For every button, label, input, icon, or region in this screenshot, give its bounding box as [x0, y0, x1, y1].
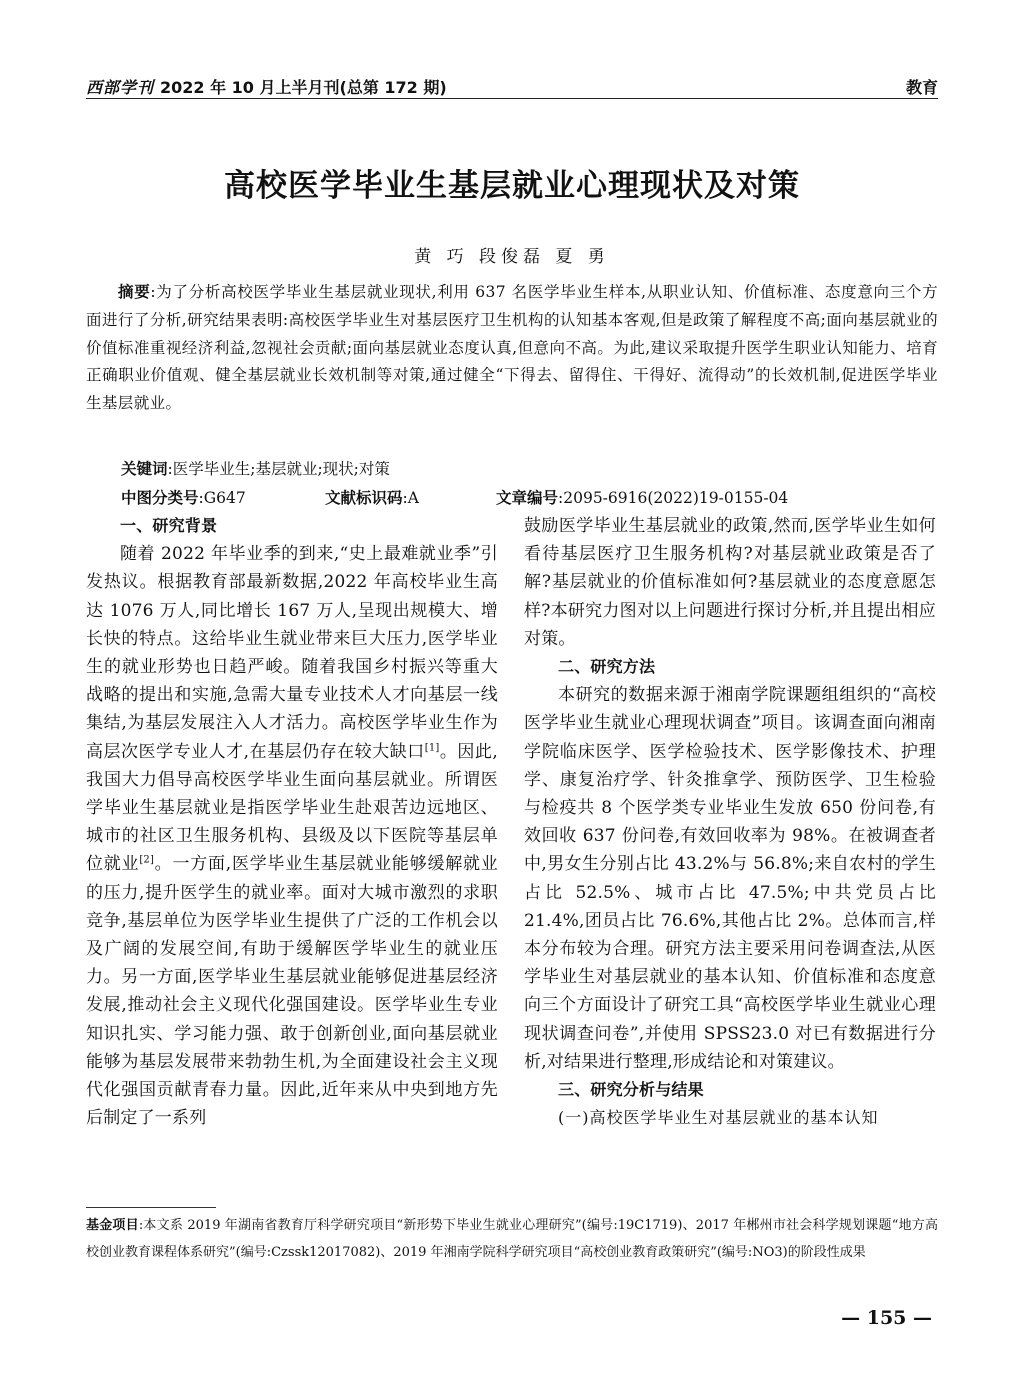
document-code	[325, 486, 419, 508]
journal-name: 西部学刊	[86, 78, 155, 97]
citation-ref: [2]	[139, 854, 155, 866]
paper-title: 高校医学毕业生基层就业心理现状及对策	[224, 168, 800, 204]
authors: 黄 巧 段俊磊 夏 勇	[414, 247, 610, 267]
paragraph-continued: 鼓励医学毕业生基层就业的政策,然而,医学毕业生如何看待基层医疗卫生服务机构?对基层就业政策是否了解?基层就业的价值标准如何?基层就业的态度意愿怎样?本研究力图对以上问题进行探讨分析,并且提出相应对策。	[524, 516, 936, 649]
clc-value: :G647	[198, 489, 246, 507]
right-column	[524, 512, 936, 1132]
issue-info: 2022 年 10 月上半月刊(总第 172 期)	[160, 78, 447, 97]
clc-number	[121, 486, 246, 508]
section-name: 教育	[905, 78, 938, 97]
subsection-heading: (一)高校医学毕业生对基层就业的基本认知	[558, 1108, 879, 1128]
footnote-rule	[86, 1207, 216, 1208]
article-no-label: 文章编号	[496, 489, 559, 507]
running-header	[86, 73, 938, 99]
article-no-value: :2095-6916(2022)19-0155-04	[558, 489, 789, 507]
citation-ref: [1]	[424, 741, 440, 753]
paragraph-method: 本研究的数据来源于湘南学院课题组组织的“高校医学毕业生就业心理现状调查”项目。该调查面向湘南学院临床医学、医学检验技术、医学影像技术、护理学、康复治疗学、针灸推拿学、预防医学、卫生检验与检疫共 8 个医学类专业毕业生发放 650 份问卷,有效回收 637 份问卷,有效回收率为 98%。在被调查者中,男女生分别占比 43.2%与 56.8%;来自农村的学生占比 52.5%、城市占比 47.5%;中共党员占比 21.4%,团员占比 76.6%,其他占比 2%。总体而言,样本分布较为合理。研究方法主要采用问卷调查法,从医学毕业生对基层就业的基本认知、价值标准和态度意向三个方面设计了研究工具“高校医学毕业生就业心理现状调查问卷”,并使用 SPSS23.0 对已有数据进行分析,对结果进行整理,形成结论和对策建议。	[524, 685, 936, 1072]
paragraph-text: 。一方面,医学毕业生基层就业能够缓解就业的压力,提升医学生的就业率。面对大城市激烈的求职竞争,基层单位为医学毕业生提供了广泛的工作机会以及广阔的发展空间,有助于缓解医学毕业生的就业压力。另一方面,医学毕业生基层就业能够促进基层经济发展,推动社会主义现代化强国建设。医学毕业生专业知识扎实、学习能力强、敢于创新创业,面向基层就业能够为基层发展带来勃勃生机,为全面建设社会主义现代化强国贡献青春力量。因此,近年来从中央到地方先后制定了一系列	[86, 854, 498, 1129]
clc-label: 中图分类号	[121, 489, 199, 507]
paragraph-text: 。因此,我国大力倡导高校医学毕业生面向基层就业。所谓医学毕业生基层就业是指医学毕业生赴艰苦边远地区、城市的社区卫生服务机构、县级及以下医院等基层单位就业	[86, 741, 498, 875]
abstract-text: :为了分析高校医学毕业生基层就业现状,利用 637 名医学毕业生样本,从职业认知、价值标准、态度意向三个方面进行了分析,研究结果表明:高校医学毕业生对基层医疗卫生机构的认知基本客观,但是政策了解程度不高;面向基层就业的价值标准重视经济利益,忽视社会贡献;面向基层就业态度认真,但意向不高。为此,建议采取提升医学生职业认知能力、培育正确职业价值观、健全基层就业长效机制等对策,通过健全“下得去、留得住、干得好、流得动”的长效机制,促进医学毕业生基层就业。	[86, 283, 938, 413]
page-number: — 155 —	[841, 1307, 932, 1329]
paragraph-text: 随着 2022 年毕业季的到来,“史上最难就业季”引发热议。根据教育部最新数据,2022 年高校毕业生高达 1076 万人,同比增长 167 万人,呈现出规模大、增长快的特点。这给毕业生就业带来巨大压力,医学毕业生的就业形势也日趋严峻。随着我国乡村振兴等重大战略的提出和实施,急需大量专业技术人才向基层一线集结,为基层发展注入人才活力。高校医学毕业生作为高层次医学专业人才,在基层仍存在较大缺口	[86, 544, 498, 762]
funding-note	[86, 1213, 938, 1266]
funding-label: 基金项目	[86, 1218, 139, 1233]
doc-code-value: :A	[402, 489, 419, 507]
header-rule	[86, 98, 938, 99]
abstract	[86, 279, 938, 418]
funding-text: :本文系 2019 年湖南省教育厅科学研究项目“新形势下毕业生就业心理研究”(编号:19C1719)、2017 年郴州市社会科学规划课题“地方高校创业教育课程体系研究”(编号:Czssk12017082)、2019 年湘南学院科学研究项目“高校创业教育政策研究”(编号:NO3)的阶段性成果	[86, 1218, 938, 1260]
keywords-text: :医学毕业生;基层就业;现状;对策	[167, 460, 390, 478]
article-number	[496, 486, 788, 508]
abstract-label: 摘要	[118, 283, 151, 301]
section-heading-background: 一、研究背景	[120, 516, 218, 535]
section-heading-method: 二、研究方法	[558, 657, 656, 677]
section-heading-results: 三、研究分析与结果	[558, 1080, 704, 1100]
keywords-label: 关键词	[121, 460, 168, 478]
doc-code-label: 文献标识码	[325, 489, 403, 507]
paragraph-background	[86, 540, 498, 1132]
left-column	[86, 512, 498, 1132]
keywords	[121, 457, 390, 479]
